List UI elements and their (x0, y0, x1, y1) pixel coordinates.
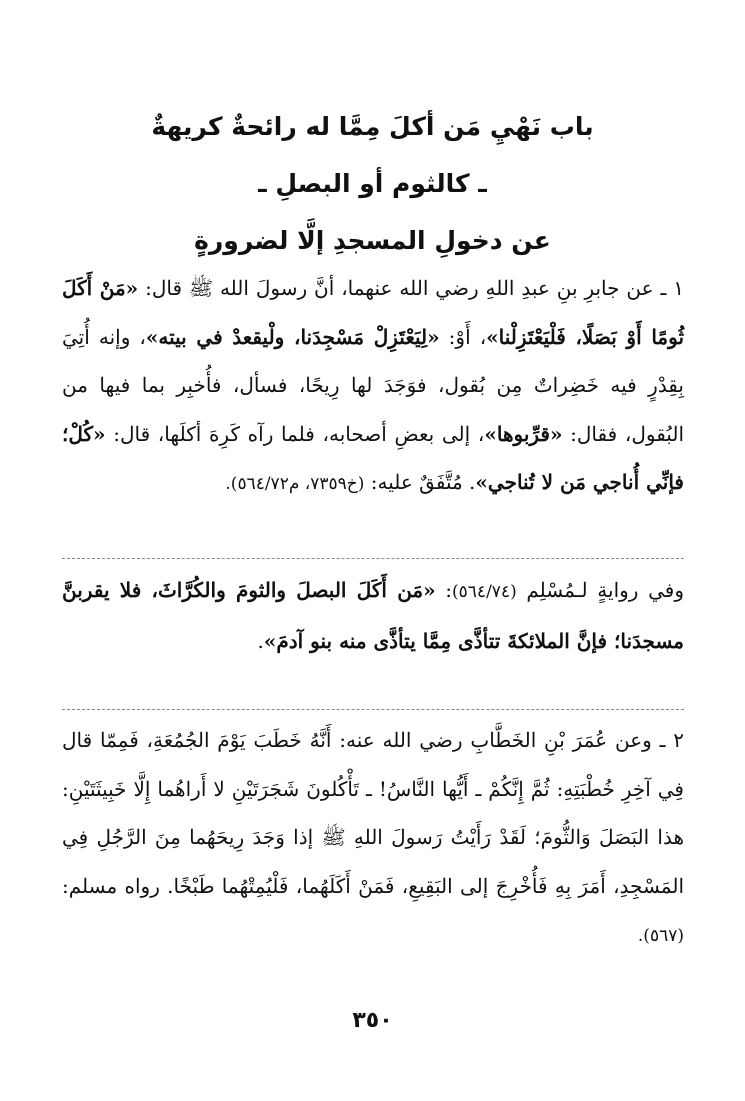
hadith-1-paragraph (62, 264, 684, 509)
chapter-title-line-3: عن دخولِ المسجدِ إلَّا لضرورةٍ (194, 226, 551, 255)
hadith-2-reference: (٥٦٧). (637, 926, 684, 946)
hadith-1-quote-4: «كُلْ؛ فإنِّي أُناجي مَن لا تُناجي» (62, 421, 684, 494)
riwaya-connector: : (435, 578, 453, 602)
riwaya-muslim (62, 566, 684, 665)
chapter-title-line-1: باب نَهْيِ مَن أكلَ مِمَّا له رائحةٌ كريهةٌ (151, 112, 594, 141)
hadith-1-narrative: ، وإنه أُتِيَ بِقِدْرٍ فيه خَضِراتٌ مِن بُقول، فوَجَدَ لها رِيحًا، فسأل، فأُخبِر بما فيها من البُقول، فقال: (62, 324, 684, 446)
riwaya-reference: (٥٦٤/٧٤) (452, 582, 517, 602)
riwaya-end: . (257, 628, 264, 653)
riwaya-paragraph (62, 566, 684, 665)
section-divider (62, 709, 684, 710)
hadith-2-paragraph (62, 716, 684, 961)
hadith-2 (62, 716, 684, 961)
hadith-1-closing: . مُتَّفَقٌ عليه: (364, 470, 476, 494)
chapter-title-line-2: ـ كالثوم أو البصلِ ـ (258, 169, 487, 198)
hadith-2-text: ٢ ـ وعن عُمَرَ بْنِ الخَطَّابِ رضي الله عنه: أَنَّهُ خَطَبَ يَوْمَ الجُمُعَةِ، فَمِمّا قال فِي آخِرِ خُطْبَتِهِ: ثُمَّ إِنَّكُمْ ـ أَيُّها النَّاسُ! ـ تَأْكُلونَ شَجَرَتَيْنِ لا أَراهُما إِلَّا خَبِيثَتَيْنِ: هذا البَصَلَ وَالثُّومَ؛ لَقَدْ رَأَيْتُ رَسولَ اللهِ ﷺ إذا وَجَدَ رِيحَهُما مِنَ الرَّجُلِ فِي المَسْجِدِ، أَمَرَ بِهِ فَأُخْرِجَ إلى البَقِيعِ، فَمَنْ أَكَلَهُما، فَلْيُمِتْهُما طَبْخًا. رواه مسلم: (62, 728, 684, 898)
hadith-1 (62, 264, 684, 509)
hadith-1-narrative-2: ، إلى بعضِ أصحابه، فلما رآه كَرِهَ أكلَها، قال: (105, 421, 485, 446)
chapter-title (60, 98, 685, 269)
hadith-1-quote-1: «مَنْ أَكَلَ ثُومًا أَوْ بَصَلًا، فَلْيَعْتَزِلْنا» (62, 276, 685, 349)
hadith-1-quote-2: «لِيَعْتَزِلْ مَسْجِدَنا، ولْيقعدْ في بيته» (145, 324, 440, 349)
section-divider (62, 558, 684, 559)
hadith-1-reference: (خ٧٣٥٩، م٥٦٤/٧٢). (225, 474, 365, 494)
page-number: ٣٥٠ (352, 1008, 393, 1033)
hadith-1-connector: ، أَوْ: (439, 324, 487, 349)
hadith-1-quote-3: «قرِّبوها» (484, 421, 563, 446)
hadith-1-intro: ١ ـ عن جابرِ بنِ عبدِ اللهِ رضي الله عنهما، أنَّ رسولَ الله ﷺ قال: (138, 276, 684, 300)
riwaya-quote: «مَن أَكَلَ البصلَ والثومَ والكُرَّاثَ، فلا يقربنَّ مسجدَنا؛ فإنَّ الملائكةَ تتأذَّى مِمَّا يتأذَّى منه بنو آدمَ» (62, 578, 684, 653)
riwaya-intro: وفي روايةٍ لـمُسْلِم (516, 578, 684, 602)
